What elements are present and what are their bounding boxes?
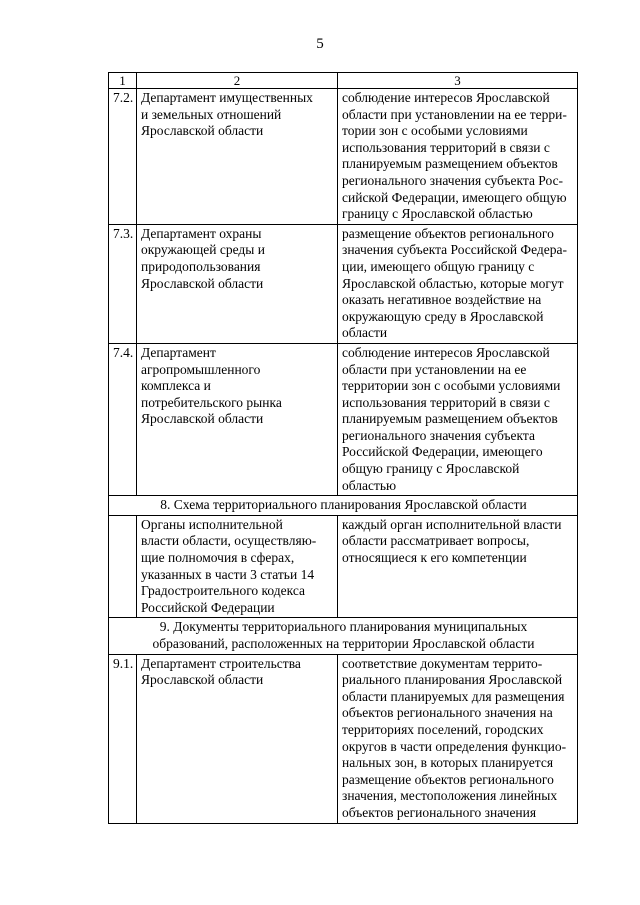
description-cell (338, 343, 578, 495)
department-text: Департамент имущественных и земельных отношений Ярославской области (141, 90, 313, 139)
description-text: соблюдение интересов Ярославской области при установлении на ее территории зон с особыми условиями использования территорий в связи с планируемым размещением объектов регионального значения субъекта Российской Федерации, имеющего общую границу с Ярославской областью (342, 344, 561, 493)
description-cell (338, 654, 578, 823)
section-9-title: 9. Документы территориального планирования муниципальных образований, расположенных на территории Ярославской области (152, 619, 535, 651)
department-cell (137, 224, 338, 343)
table-row (109, 515, 578, 618)
section-8-title: 8. Схема территориального планирования Ярославской области (160, 497, 527, 513)
approval-table (108, 72, 578, 824)
row-number (109, 515, 137, 618)
row-number: 9.1. (109, 654, 137, 823)
department-text: Департамент агропромышленного комплекса и потребительского рынка Ярославской области (141, 344, 282, 427)
department-text: Департамент строительства Ярославской области (141, 655, 301, 688)
table-row (109, 343, 578, 495)
description-cell (338, 224, 578, 343)
description-text: каждый орган исполнительной власти области рассматривает вопросы, относящиеся к его компетенции (342, 516, 562, 566)
row-number: 7.4. (109, 343, 137, 495)
department-cell (137, 515, 338, 618)
header-col-2: 2 (137, 73, 338, 89)
section-heading-row (109, 618, 578, 654)
table-row (109, 89, 578, 225)
page-number: 5 (316, 36, 324, 52)
section-heading-row (109, 496, 578, 516)
department-cell (137, 654, 338, 823)
description-cell (338, 515, 578, 618)
row-number: 7.3. (109, 224, 137, 343)
row-number: 7.2. (109, 89, 137, 225)
section-8-heading (109, 496, 578, 516)
section-9-heading (109, 618, 578, 654)
description-cell (338, 89, 578, 225)
header-col-3: 3 (338, 73, 578, 89)
department-cell (137, 89, 338, 225)
description-text: размещение объектов регионального значения субъекта Российской Федера- ции, имеющего общую границу с Ярославской областью, которые могут оказать негативное воздействие на окружающую среду в Ярославской области (342, 225, 568, 341)
table-row (109, 224, 578, 343)
department-cell (137, 343, 338, 495)
description-text: соответствие документам террито- риального планирования Ярославской области планируемых для размещения объектов регионального значения на территориях поселений, городских округов в части определения функцио- нальных зон, в которых планируется размещение объектов регионального значения, местоположения линейных объектов регионального значения (342, 655, 567, 820)
department-text: Органы исполнительной власти области, осуществляю- щие полномочия в сферах, указанных в части 3 статьи 14 Градостроительного кодекса Российской Федерации (141, 516, 317, 615)
description-text: соблюдение интересов Ярославской области при установлении на ее терри- тории зон с особыми условиями использования территорий в связи с планируемым размещением объектов регионального значения субъекта Рос- сийской Федерации, имеющего общую границу с Ярославской областью (342, 90, 567, 222)
table-row (109, 654, 578, 823)
header-col-1: 1 (109, 73, 137, 89)
department-text: Департамент охраны окружающей среды и природопользования Ярославской области (141, 225, 265, 291)
table-header-row (109, 73, 578, 89)
